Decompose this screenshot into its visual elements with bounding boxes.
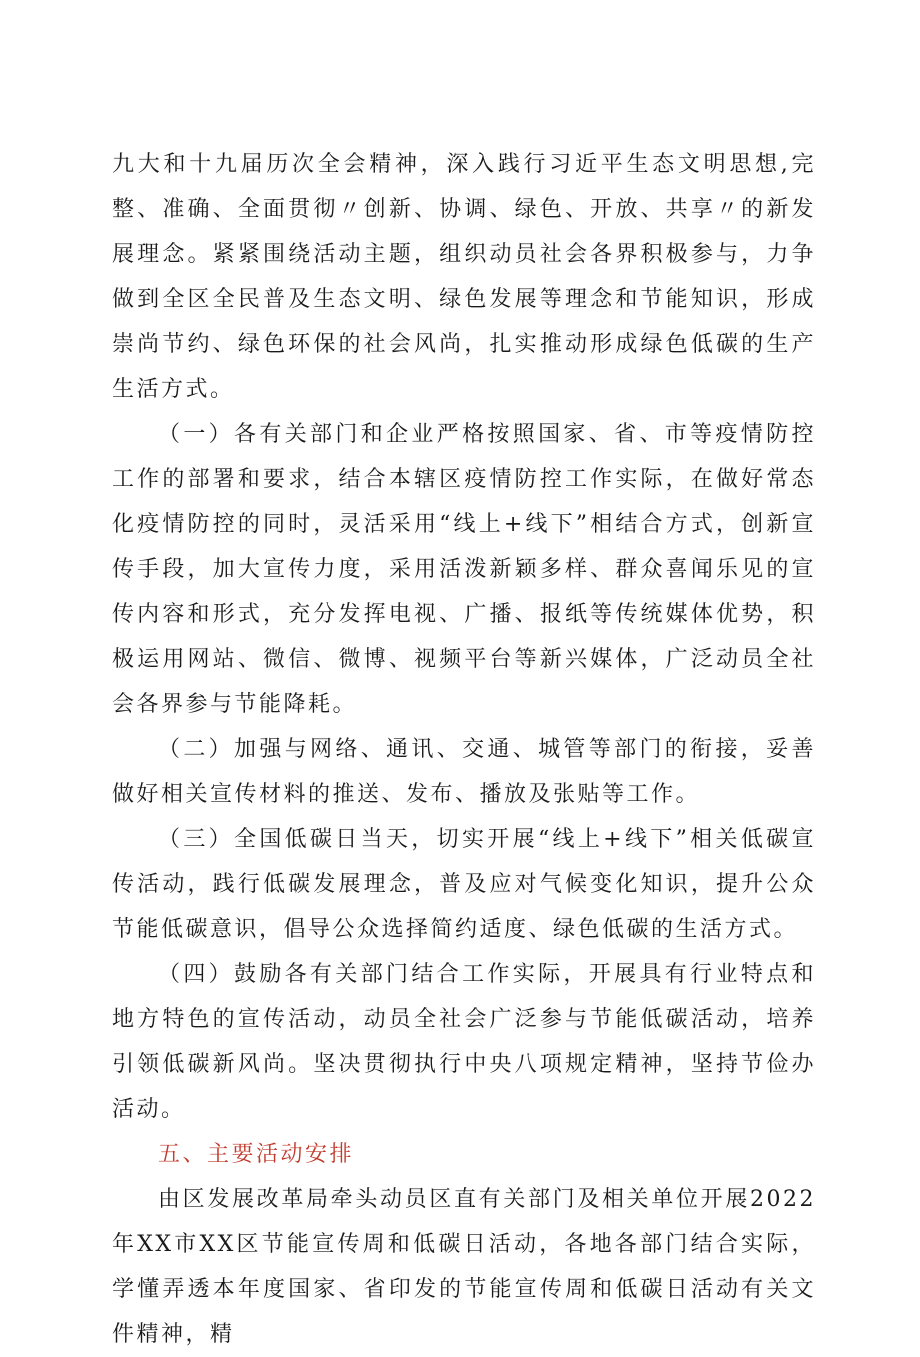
section-heading: 五、主要活动安排	[158, 1142, 355, 1167]
paragraph-item-3: （三）全国低碳日当天，切实开展“线上+线下”相关低碳宣传活动，践行低碳发展理念，普及应对气候变化知识，提升公众节能低碳意识，倡导公众选择简约适度、绿色低碳的生活方式。	[112, 827, 816, 942]
document-body	[112, 142, 816, 1357]
paragraph-section-body: 由区发展改革局牵头动员区直有关部门及相关单位开展2022年XX市XX区节能宣传周和低碳日活动，各地各部门结合实际，学懂弄透本年度国家、省印发的节能宣传周和低碳日活动有关文件精神，精	[112, 1187, 816, 1347]
paragraph-item-4: （四）鼓励各有关部门结合工作实际，开展具有行业特点和地方特色的宣传活动，动员全社会广泛参与节能低碳活动，培养引领低碳新风尚。坚决贯彻执行中央八项规定精神，坚持节俭办活动。	[112, 962, 816, 1122]
paragraph-item-1: （一）各有关部门和企业严格按照国家、省、市等疫情防控工作的部署和要求，结合本辖区疫情防控工作实际，在做好常态化疫情防控的同时，灵活采用“线上+线下”相结合方式，创新宣传手段，加大宣传力度，采用活泼新颖多样、群众喜闻乐见的宣传内容和形式，充分发挥电视、广播、报纸等传统媒体优势，积极运用网站、微信、微博、视频平台等新兴媒体，广泛动员全社会各界参与节能降耗。	[112, 422, 816, 717]
paragraph-item-2: （二）加强与网络、通讯、交通、城管等部门的衔接，妥善做好相关宣传材料的推送、发布、播放及张贴等工作。	[112, 737, 816, 807]
paragraph-continuation: 九大和十九届历次全会精神，深入践行习近平生态文明思想,完整、准确、全面贯彻〃创新、协调、绿色、开放、共享〃的新发展理念。紧紧围绕活动主题，组织动员社会各界积极参与，力争做到全区全民普及生态文明、绿色发展等理念和节能知识，形成崇尚节约、绿色环保的社会风尚，扎实推动形成绿色低碳的生产生活方式。	[112, 152, 816, 402]
